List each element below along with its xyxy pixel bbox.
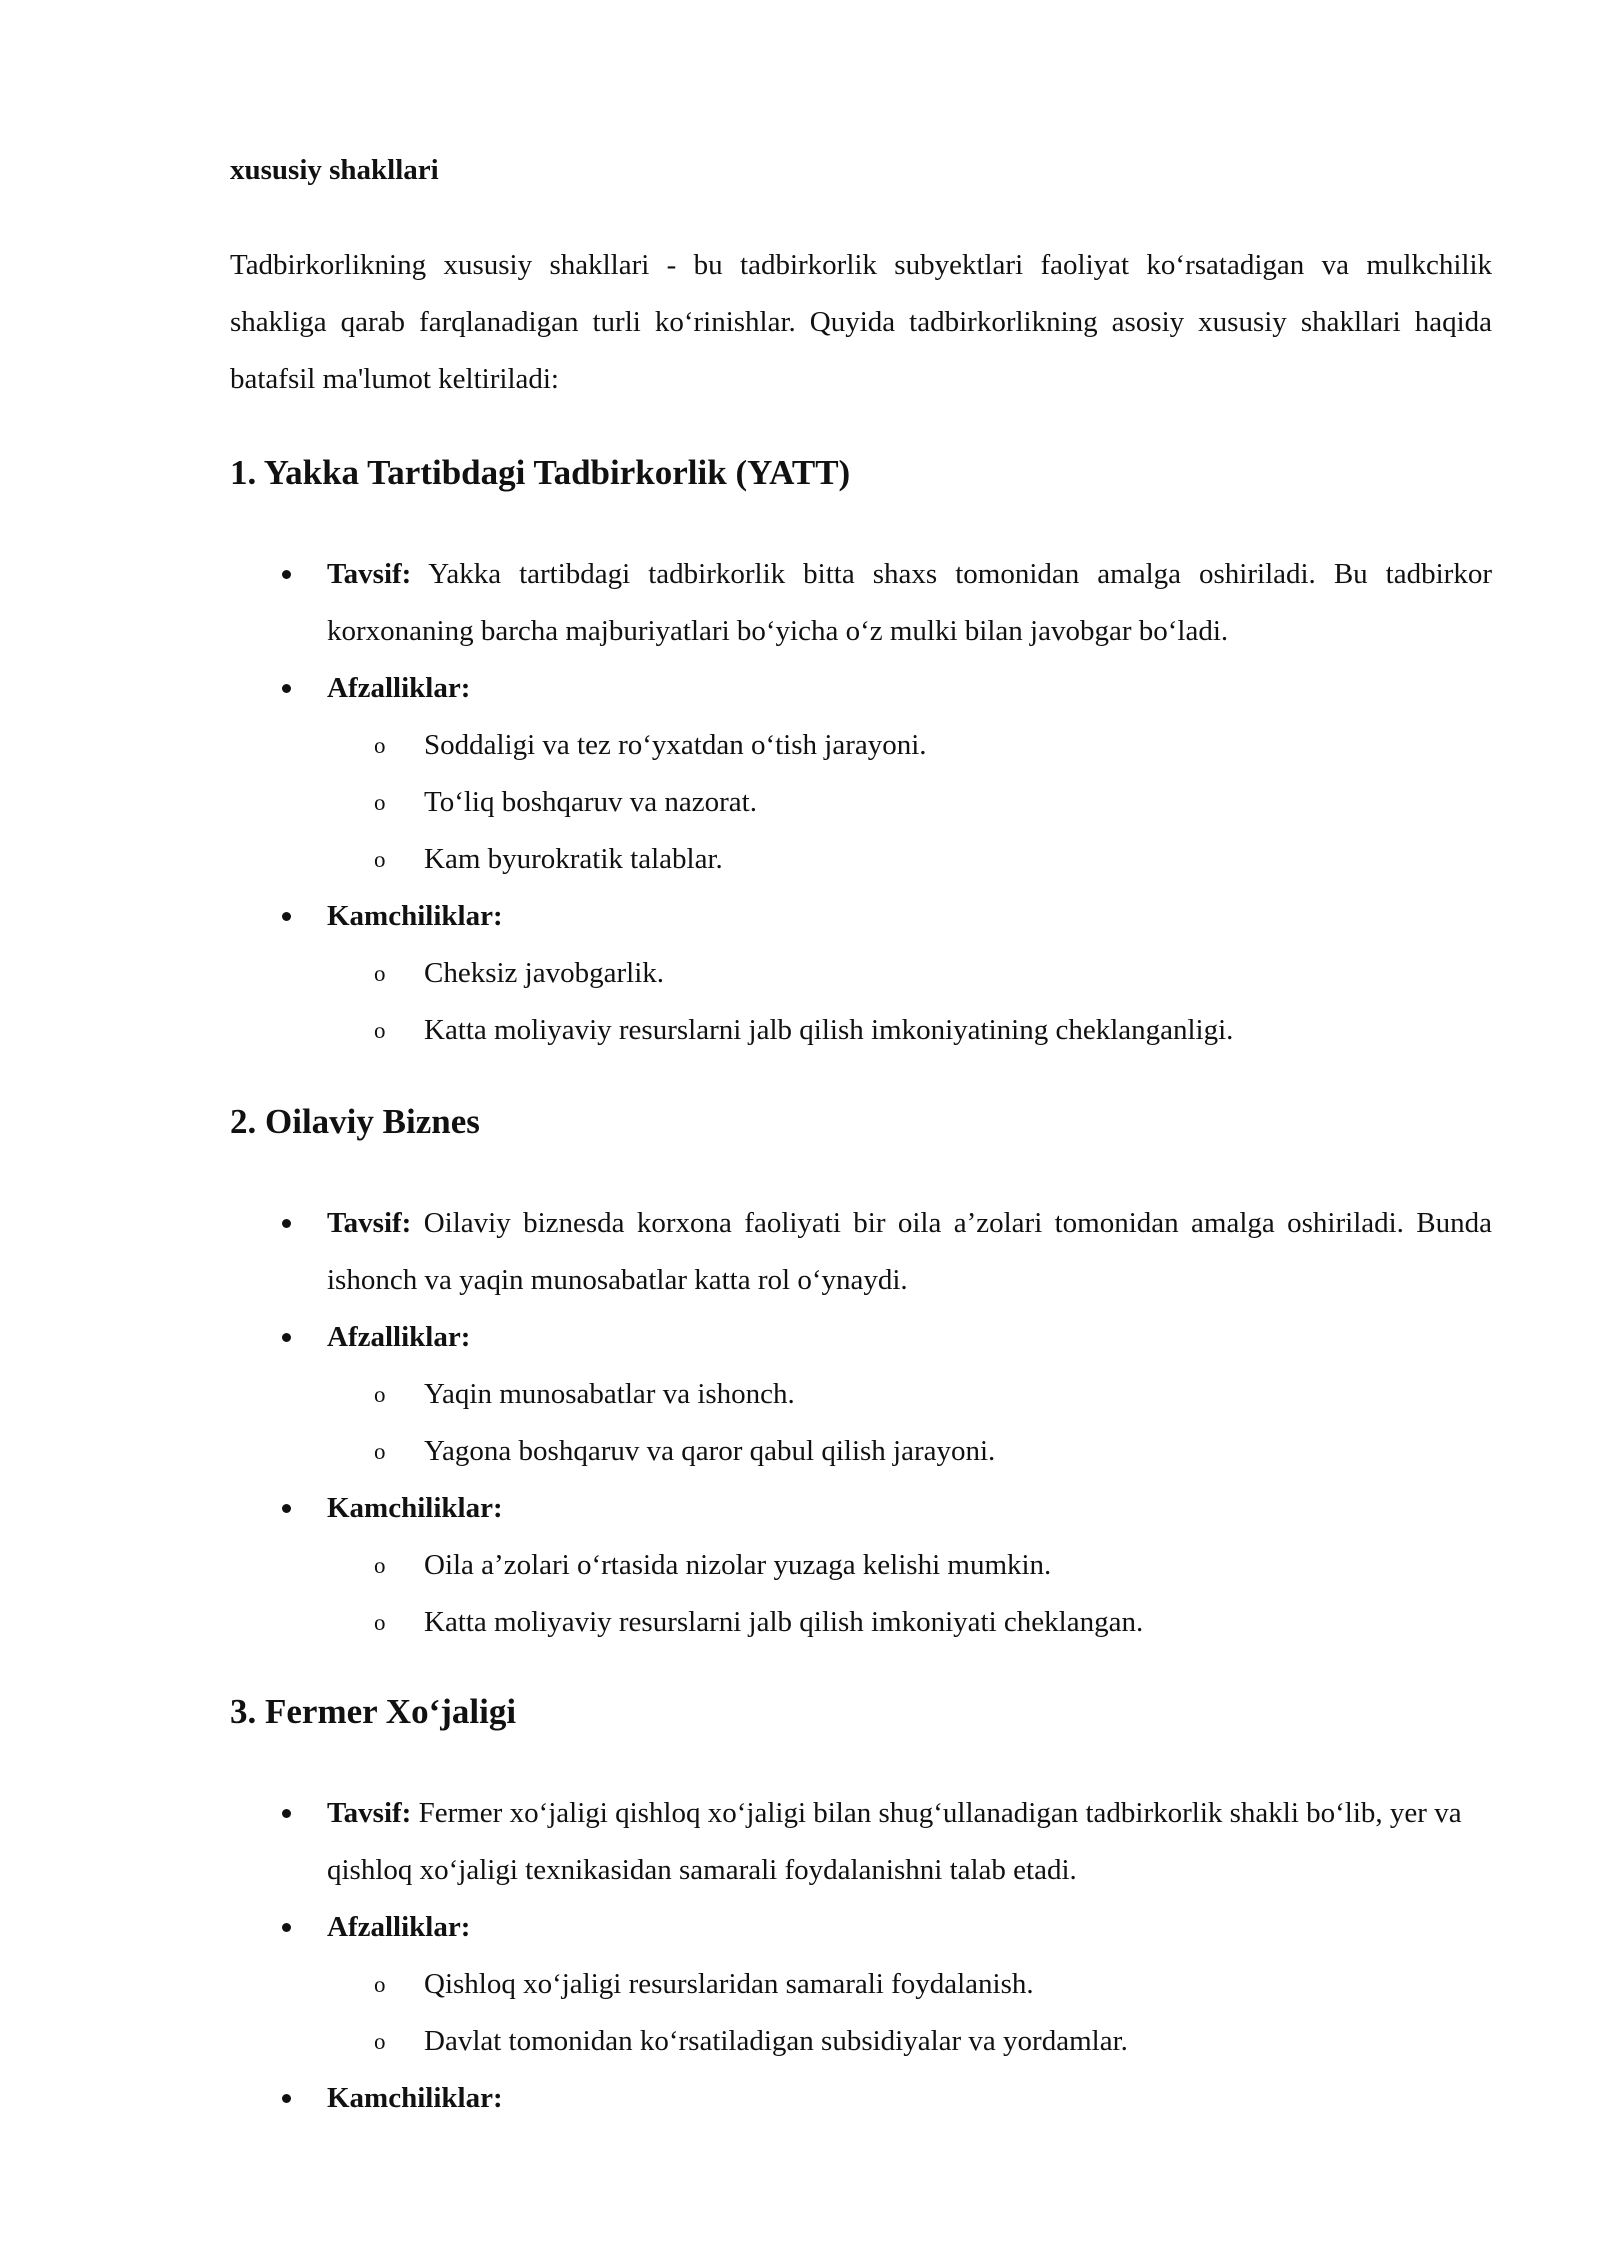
circle-bullet-icon: o: [374, 1382, 386, 1407]
afzalliklar-label: Afzalliklar:: [327, 672, 471, 704]
kamchiliklar-label: Kamchiliklar:: [327, 1492, 503, 1524]
bullet-dot-icon: [282, 1504, 291, 1513]
bullet-dot-icon: [282, 1923, 291, 1932]
circle-bullet-icon: o: [374, 733, 386, 758]
list-item: o Qishloq xoʻjaligi resurslaridan samarali foydalanish.: [327, 1956, 1492, 2013]
circle-bullet-icon: o: [374, 1018, 386, 1043]
tavsif-text: Fermer xoʻjaligi qishloq xoʻjaligi bilan shugʻullanadigan tadbirkorlik shakli boʻlib, yer va qishloq xoʻjaligi texnikasidan samarali foydalanishni talab etadi.: [327, 1797, 1462, 1886]
list-item: o Oila a’zolari oʻrtasida nizolar yuzaga kelishi mumkin.: [327, 1537, 1492, 1594]
bullet-dot-icon: [282, 1809, 291, 1818]
kamchiliklar-item: [230, 1480, 1492, 1651]
circle-bullet-icon: o: [374, 1972, 386, 1997]
bullet-dot-icon: [282, 684, 291, 693]
list-item: o Kam byurokratik talablar.: [327, 831, 1492, 888]
afzalliklar-item: [230, 660, 1492, 888]
tavsif-item: [230, 546, 1492, 660]
circle-bullet-icon: o: [374, 1553, 386, 1578]
tavsif-text: Yakka tartibdagi tadbirkorlik bitta shaxs tomonidan amalga oshiriladi. Bu tadbirkor korxonaning barcha majburiyatlari boʻyicha oʻz mulki bilan javobgar boʻladi.: [327, 558, 1492, 647]
bullet-dot-icon: [282, 2094, 291, 2103]
circle-bullet-icon: o: [374, 847, 386, 872]
bullet-dot-icon: [282, 912, 291, 921]
section-bullets: [230, 1195, 1492, 1651]
list-item: o Katta moliyaviy resurslarni jalb qilish imkoniyatining cheklanganligi.: [327, 1002, 1492, 1059]
circle-bullet-icon: o: [374, 961, 386, 986]
list-item: o Soddaligi va tez roʻyxatdan oʻtish jarayoni.: [327, 717, 1492, 774]
circle-bullet-icon: o: [374, 1439, 386, 1464]
circle-bullet-icon: o: [374, 1610, 386, 1635]
tavsif-item: [230, 1195, 1492, 1309]
afzalliklar-list: [327, 717, 1492, 888]
afzalliklar-item: [230, 1309, 1492, 1480]
kamchiliklar-list: [327, 1537, 1492, 1651]
bullet-dot-icon: [282, 1219, 291, 1228]
tavsif-label: Tavsif:: [327, 1797, 412, 1829]
list-item: o Yaqin munosabatlar va ishonch.: [327, 1366, 1492, 1423]
kamchiliklar-list: [327, 945, 1492, 1059]
afzalliklar-item: [230, 1899, 1492, 2070]
list-item: o Yagona boshqaruv va qaror qabul qilish jarayoni.: [327, 1423, 1492, 1480]
kamchiliklar-item: [230, 888, 1492, 1059]
afzalliklar-label: Afzalliklar:: [327, 1321, 471, 1353]
afzalliklar-list: [327, 1956, 1492, 2070]
kamchiliklar-label: Kamchiliklar:: [327, 900, 503, 932]
tavsif-label: Tavsif:: [327, 558, 412, 590]
list-item: o Cheksiz javobgarlik.: [327, 945, 1492, 1002]
section-heading: 3. Fermer Xoʻjaligi: [230, 1692, 517, 1731]
afzalliklar-label: Afzalliklar:: [327, 1911, 471, 1943]
tavsif-label: Tavsif:: [327, 1207, 412, 1239]
circle-bullet-icon: o: [374, 790, 386, 815]
document-title: xususiy shakllari: [230, 154, 439, 186]
bullet-dot-icon: [282, 1333, 291, 1342]
circle-bullet-icon: o: [374, 2029, 386, 2054]
intro-paragraph: Tadbirkorlikning xususiy shakllari - bu tadbirkorlik subyektlari faoliyat koʻrsatadigan va mulkchilik shakliga qarab farqlanadigan turli koʻrinishlar. Quyida tadbirkorlikning asosiy xususiy shakllari haqida batafsil ma'lumot keltiriladi:: [230, 249, 1492, 395]
section-heading: 1. Yakka Tartibdagi Tadbirkorlik (YATT): [230, 453, 851, 492]
bullet-dot-icon: [282, 570, 291, 579]
section-bullets: [230, 546, 1492, 1059]
tavsif-text: Oilaviy biznesda korxona faoliyati bir oila a’zolari tomonidan amalga oshiriladi. Bunda ishonch va yaqin munosabatlar katta rol oʻynaydi.: [327, 1207, 1493, 1296]
afzalliklar-list: [327, 1366, 1492, 1480]
list-item: o Katta moliyaviy resurslarni jalb qilish imkoniyati cheklangan.: [327, 1594, 1492, 1651]
kamchiliklar-label: Kamchiliklar:: [327, 2082, 503, 2114]
kamchiliklar-item: [230, 2070, 1492, 2127]
section-heading: 2. Oilaviy Biznes: [230, 1102, 480, 1141]
tavsif-item: [230, 1785, 1492, 1899]
list-item: o Davlat tomonidan koʻrsatiladigan subsidiyalar va yordamlar.: [327, 2013, 1492, 2070]
list-item: o Toʻliq boshqaruv va nazorat.: [327, 774, 1492, 831]
section-bullets: [230, 1785, 1492, 2127]
